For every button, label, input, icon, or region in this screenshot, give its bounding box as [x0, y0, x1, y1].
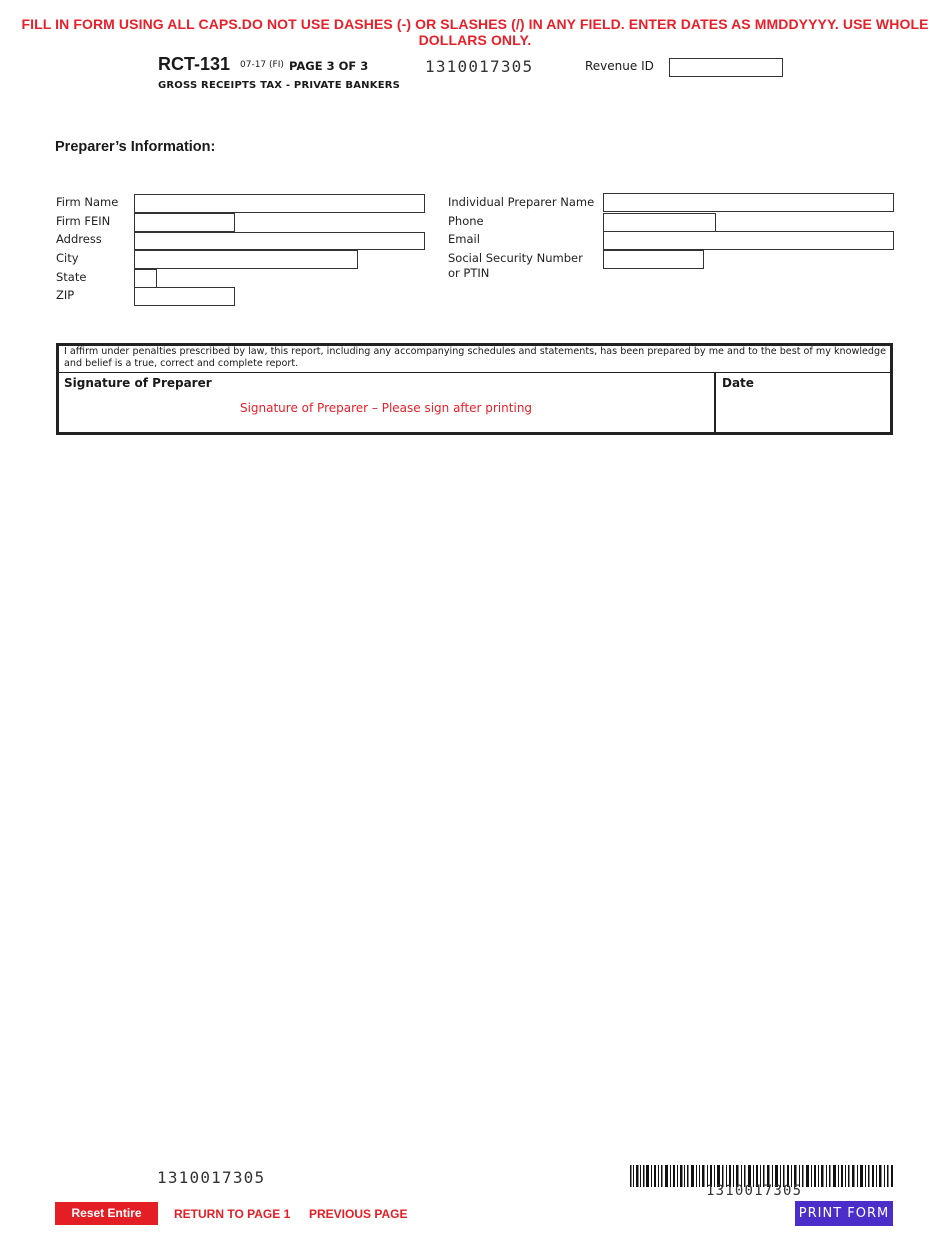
barcode-caption: 1310017305: [706, 1183, 803, 1199]
email-input[interactable]: [603, 231, 894, 250]
ssn-ptin-input[interactable]: [603, 250, 704, 269]
return-to-page-1-link[interactable]: RETURN TO PAGE 1: [174, 1207, 291, 1221]
ptin-label: or PTIN: [448, 266, 490, 280]
form-revision: 07-17 (FI): [240, 60, 284, 70]
date-divider: [714, 373, 716, 433]
address-input[interactable]: [134, 232, 425, 250]
revenue-id-input[interactable]: [669, 58, 783, 77]
individual-preparer-input[interactable]: [603, 193, 894, 212]
footer-scan-number: 1310017305: [157, 1168, 266, 1187]
phone-input[interactable]: [603, 213, 716, 232]
form-subtitle: GROSS RECEIPTS TAX - PRIVATE BANKERS: [158, 80, 401, 91]
header-scan-number: 1310017305: [425, 57, 534, 76]
phone-label: Phone: [448, 214, 484, 228]
previous-page-link[interactable]: PREVIOUS PAGE: [309, 1207, 408, 1221]
zip-label: ZIP: [56, 288, 75, 302]
firm-name-input[interactable]: [134, 194, 425, 213]
reset-form-button[interactable]: Reset Entire Form: [55, 1202, 158, 1225]
city-label: City: [56, 251, 79, 265]
individual-preparer-label: Individual Preparer Name: [448, 195, 595, 209]
ssn-label: Social Security Number: [448, 251, 583, 265]
affirmation-text: I affirm under penalties prescribed by law, this report, including any accompanying schedules and statements, has been prepared by me and to the best of my knowledge and belief is a true, correct and complete report.: [64, 346, 886, 369]
signature-note: Signature of Preparer – Please sign after printing: [239, 401, 533, 415]
firm-name-label: Firm Name: [56, 195, 119, 209]
firm-fein-label: Firm FEIN: [56, 214, 111, 228]
zip-input[interactable]: [134, 287, 235, 306]
page-indicator: PAGE 3 OF 3: [289, 59, 369, 73]
preparer-section-title: Preparer’s Information:: [55, 139, 216, 155]
email-label: Email: [448, 232, 480, 246]
state-label: State: [56, 270, 87, 284]
signature-divider: [59, 372, 890, 373]
revenue-id-label: Revenue ID: [585, 59, 654, 73]
print-form-button[interactable]: PRINT FORM: [795, 1201, 893, 1226]
firm-fein-input[interactable]: [134, 213, 235, 232]
city-input[interactable]: [134, 250, 358, 269]
address-label: Address: [56, 232, 102, 246]
instructions-banner: FILL IN FORM USING ALL CAPS.DO NOT USE DASHES (-) OR SLASHES (/) IN ANY FIELD. ENTER DATES AS MMDDYYYY. USE WHOLE DOLLARS ONLY.: [21, 16, 929, 48]
date-label: Date: [722, 376, 754, 390]
state-input[interactable]: [134, 269, 157, 288]
signature-label: Signature of Preparer: [64, 376, 212, 390]
form-number: RCT-131: [158, 54, 231, 74]
